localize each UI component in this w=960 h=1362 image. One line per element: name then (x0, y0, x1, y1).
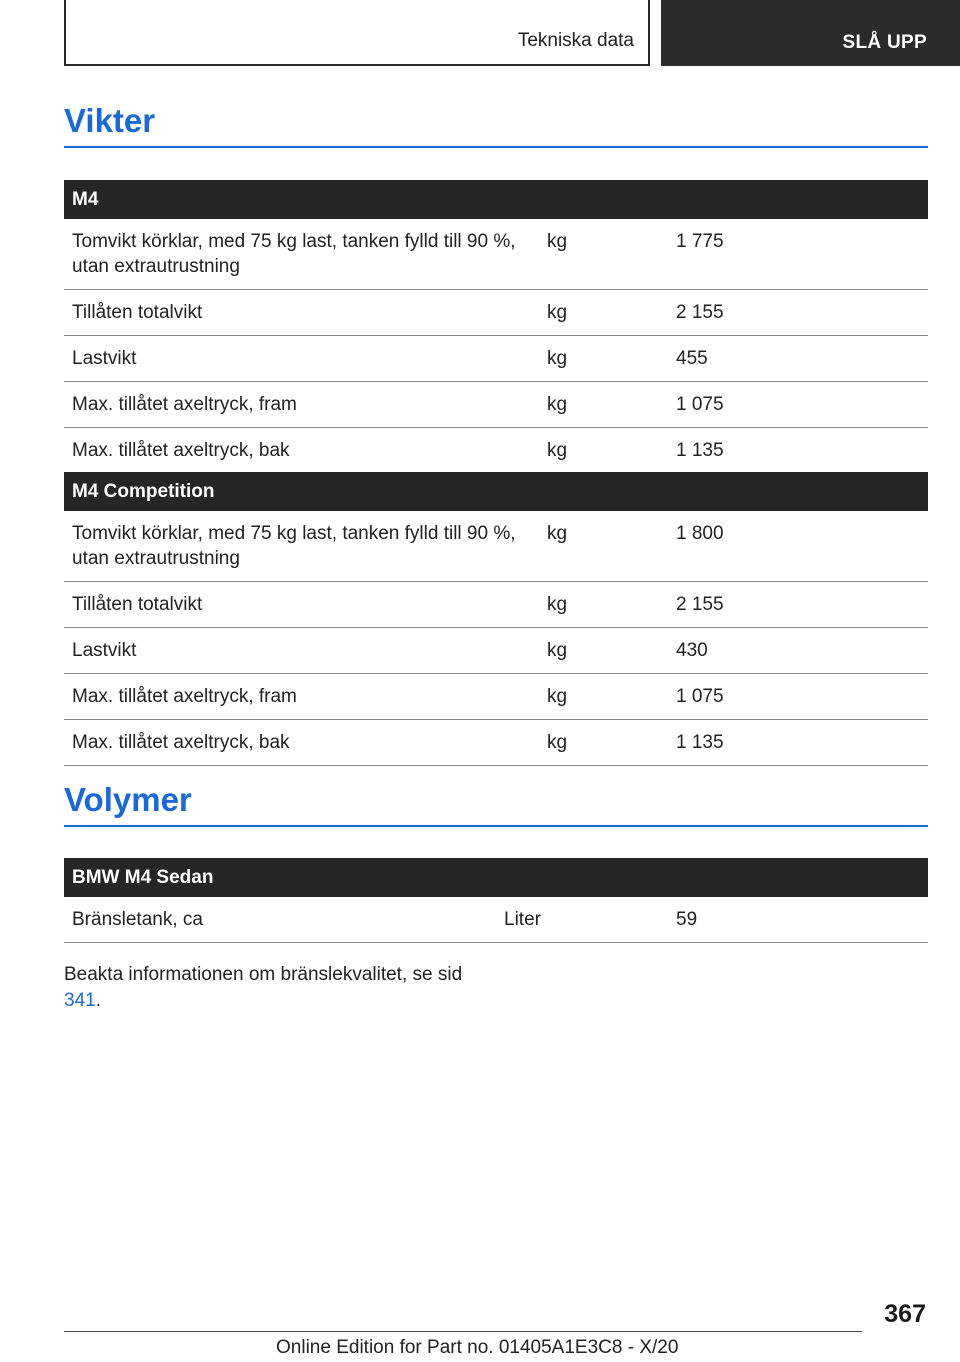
table-row (64, 511, 928, 582)
section-title-weights: Vikter (64, 102, 928, 148)
table-row (64, 628, 928, 674)
page-reference-link[interactable]: 341 (64, 990, 96, 1011)
row-unit: Liter (496, 897, 668, 943)
footer-divider (64, 1331, 862, 1332)
table-row (64, 290, 928, 336)
table-row (64, 428, 928, 474)
row-unit: kg (539, 674, 668, 720)
row-label: Max. tillåtet axeltryck, fram (64, 674, 539, 720)
row-unit: kg (539, 219, 668, 290)
row-value: 1 135 (668, 720, 928, 766)
row-value: 2 155 (668, 290, 928, 336)
fuel-quality-note (64, 962, 484, 1014)
row-label: Max. tillåtet axeltryck, bak (64, 428, 539, 474)
row-label: Lastvikt (64, 628, 539, 674)
table-row (64, 720, 928, 766)
row-value: 430 (668, 628, 928, 674)
row-label: Bränsletank, ca (64, 897, 496, 943)
row-value: 455 (668, 336, 928, 382)
row-value: 1 135 (668, 428, 928, 474)
row-value: 1 775 (668, 219, 928, 290)
table-row (64, 674, 928, 720)
row-value: 1 075 (668, 382, 928, 428)
row-value: 1 800 (668, 511, 928, 582)
row-unit: kg (539, 582, 668, 628)
page-number: 367 (884, 1300, 926, 1328)
table-m4-competition (64, 472, 928, 766)
row-value: 2 155 (668, 582, 928, 628)
row-unit: kg (539, 382, 668, 428)
table-row (64, 336, 928, 382)
row-label: Tillåten totalvikt (64, 582, 539, 628)
row-unit: kg (539, 290, 668, 336)
table-row (64, 382, 928, 428)
row-unit: kg (539, 428, 668, 474)
table-m4 (64, 180, 928, 474)
row-label: Tomvikt körklar, med 75 kg last, tanken fylld till 90 %, utan extrautrustning (64, 219, 539, 290)
row-label: Tomvikt körklar, med 75 kg last, tanken fylld till 90 %, utan extrautrustning (64, 511, 539, 582)
note-text-end: . (95, 990, 101, 1011)
table-heading: M4 Competition (64, 472, 928, 511)
chapter-tab (64, 0, 650, 66)
table-heading: BMW M4 Sedan (64, 858, 928, 897)
chapter-title: Tekniska data (517, 30, 634, 51)
footer-edition: Online Edition for Part no. 01405A1E3C8 - X/20 (276, 1337, 679, 1358)
row-unit: kg (539, 511, 668, 582)
table-row (64, 582, 928, 628)
row-label: Max. tillåtet axeltryck, fram (64, 382, 539, 428)
lookup-button[interactable] (661, 0, 960, 66)
table-sedan (64, 858, 928, 943)
row-label: Tillåten totalvikt (64, 290, 539, 336)
lookup-button-label: SLÅ UPP (842, 32, 927, 53)
table-row (64, 897, 928, 943)
row-unit: kg (539, 720, 668, 766)
row-label: Lastvikt (64, 336, 539, 382)
table-heading: M4 (64, 180, 928, 219)
section-title-volumes: Volymer (64, 781, 928, 827)
row-unit: kg (539, 336, 668, 382)
table-row (64, 219, 928, 290)
row-unit: kg (539, 628, 668, 674)
row-value: 1 075 (668, 674, 928, 720)
note-text: Beakta informationen om bränslekvalitet, se sid (64, 964, 463, 985)
row-value: 59 (668, 897, 928, 943)
row-label: Max. tillåtet axeltryck, bak (64, 720, 539, 766)
